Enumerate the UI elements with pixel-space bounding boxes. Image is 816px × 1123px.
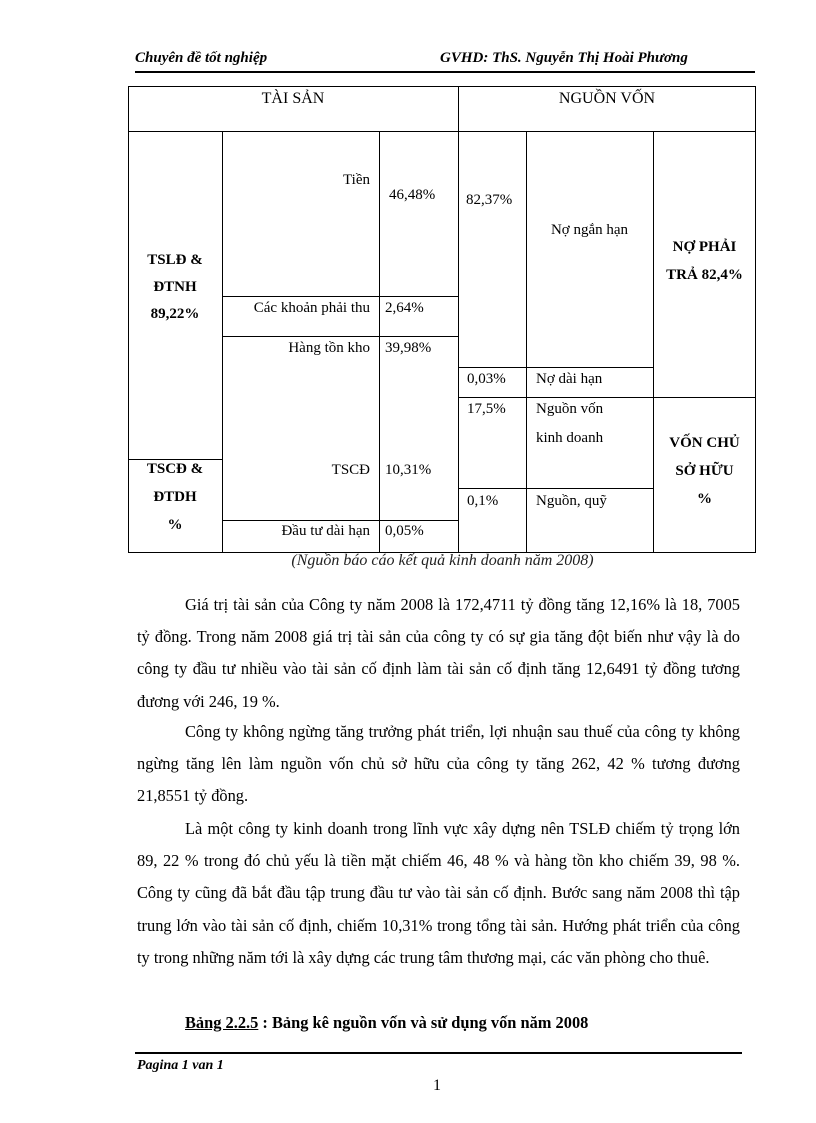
sources-heading: NGUỒN VỐN: [558, 90, 656, 107]
table-number: Bảng 2.2.5: [185, 1013, 259, 1032]
paragraph-equity-growth: Công ty không ngừng tăng trưởng phát triển, lợi nhuận sau thuế của công ty không ngừng tăng lên làm nguồn vốn chủ sở hữu của công ty tăng 262, 42 % tương đương 21,8551 tỷ đồng.: [137, 722, 740, 806]
fixed-assets-label: TSCĐ: [331, 462, 370, 478]
grid-line: [526, 131, 527, 553]
assets-heading: TÀI SẢN: [261, 90, 325, 107]
footer-rule: [135, 1052, 742, 1054]
header-rule: [135, 71, 755, 73]
funds-percent: 0,1%: [467, 493, 499, 509]
receivables-label: Các khoản phải thu: [253, 300, 370, 316]
table-title-text: : Bảng kê nguồn vốn và sử dụng vốn năm 2008: [258, 1013, 589, 1032]
equity-group: VỐN CHỦ SỞ HỮU %: [669, 435, 740, 507]
long-debt-percent: 0,03%: [467, 371, 506, 387]
footer-pagination: Pagina 1 van 1: [137, 1058, 224, 1073]
table-title: [185, 1013, 588, 1033]
liabilities-group: NỢ PHẢI TRẢ 82,4%: [666, 239, 743, 283]
longterm-investment-percent: 0,05%: [385, 523, 424, 539]
current-assets-group: TSLĐ & ĐTNH 89,22%: [147, 252, 203, 322]
grid-line: [379, 131, 380, 553]
fixed-assets-group: TSCĐ & ĐTDH %: [146, 461, 204, 533]
receivables-percent: 2,64%: [385, 300, 424, 316]
fixed-assets-percent: 10,31%: [385, 462, 432, 478]
header-course-title: Chuyên đề tốt nghiệp: [135, 50, 268, 66]
funds-label: Nguồn, quỹ: [536, 493, 607, 509]
longterm-investment-label: Đầu tư dài hạn: [281, 523, 370, 539]
long-debt-label: Nợ dài hạn: [536, 371, 603, 387]
header-supervisor: GVHD: ThS. Nguyễn Thị Hoài Phương: [440, 50, 688, 66]
page-number: 1: [433, 1077, 441, 1094]
inventory-percent: 39,98%: [385, 340, 432, 356]
short-debt-label: Nợ ngắn hạn: [550, 222, 629, 238]
cash-percent: 46,48%: [389, 187, 436, 203]
business-capital-label: Nguồn vốn kinh doanh: [536, 401, 604, 446]
paragraph-asset-value: Giá trị tài sản của Công ty năm 2008 là 172,4711 tỷ đồng tăng 12,16% là 18, 7005 tỷ đồng. Trong năm 2008 giá trị tài sản của công ty có sự gia tăng đột biến như vậy là do công ty đầu tư nhiều vào tài sản cố định làm tài sản cố định tăng 12,6491 tỷ đồng tương đương với 246, 19 %.: [137, 595, 740, 711]
inventory-label: Hàng tồn kho: [288, 340, 370, 356]
paragraph-asset-structure: Là một công ty kinh doanh trong lĩnh vực xây dựng nên TSLĐ chiếm tỷ trọng lớn 89, 22 % trong đó chủ yếu là tiền mặt chiếm 46, 48 % và hàng tồn kho chiếm 39, 98 %. Công ty cũng đã bắt đầu tập trung đầu tư vào tài sản cố định. Bước sang năm 2008 thì tập trung lớn vào tài sản cố định, chiếm 10,31% trong tổng tài sản. Hướng phát triển của công ty trong những năm tới là xây dựng các trung tâm thương mại, các văn phòng cho thuê.: [137, 819, 740, 967]
cash-label: Tiền: [343, 172, 370, 188]
business-capital-percent: 17,5%: [467, 401, 506, 417]
grid-line: [458, 86, 459, 553]
diagram-source-caption: (Nguồn báo cáo kết quả kinh doanh năm 2008): [291, 552, 594, 569]
short-debt-percent: 82,37%: [466, 192, 513, 208]
